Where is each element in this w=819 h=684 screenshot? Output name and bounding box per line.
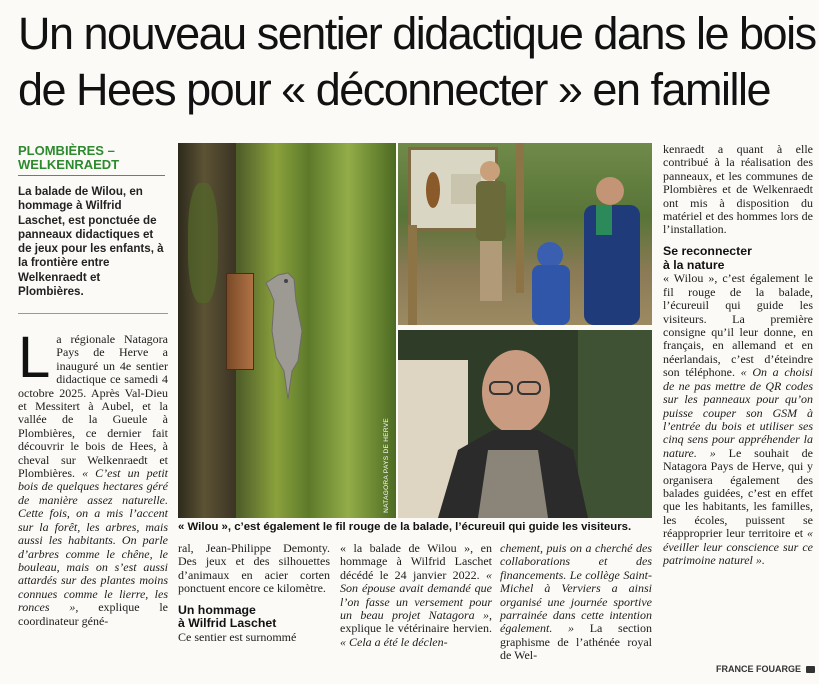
col3-text: « la balade de Wilou », en hommage à Wilfrid Laschet décédé le 24 janvier 2022. (340, 541, 492, 582)
man-figure (568, 171, 652, 325)
lead-divider (18, 313, 168, 314)
col1-quote: « C’est un petit bois de quelques hectares géré de manière assez naturelle. Cette fois, on a mis l’accent sur la forêt, les arbres, mais aussi les habitants. On parle d’arbres comme le chêne, le bouleau, mais on s’est aussi attardés sur des plantes moins connues comme le lierre, les ronces », (18, 466, 168, 615)
camera-icon (806, 666, 815, 673)
drop-cap: L (18, 325, 51, 390)
subhead-reconnecter-2: à la nature (663, 257, 725, 272)
col5-text: kenraedt a quant à elle contribué à la réalisation des panneaux, et les communes de Plombières et de Welkenraedt ont mis à disposition du matériel et des hommes lors de l’installation. (663, 142, 813, 237)
col1-end: explique le coordinateur géné- (18, 600, 169, 628)
moss (188, 183, 218, 303)
col4-quote: chement, puis on a cherché des collaborations et des financements. (500, 541, 652, 582)
col4-text2: La section graphisme de l’athénée royal de Wel- (500, 621, 653, 663)
col3-text2: explique le vétérinaire hervien. (340, 621, 492, 636)
location-line-1: PLOMBIÈRES – (18, 143, 115, 158)
headline-line-1: Un nouveau sentier didactique dans le bois (18, 8, 816, 59)
column-5 (663, 143, 813, 567)
photo-family-panel (398, 143, 652, 325)
col5-text3: Le souhait de Natagora Pays de Herve, qui y organisera également des balades guidées, c’est en effet que les habitants, les familles, les écoles, puissent se réapproprier leur territoire et (663, 445, 813, 541)
signpost (516, 143, 524, 293)
location-kicker (18, 144, 148, 172)
col2-text2: Ce sentier est surnommé (178, 630, 297, 645)
headline-line-2: de Hees pour « déconnecter » en famille (18, 64, 771, 115)
column-1 (18, 325, 169, 628)
col5-quote2: « éveiller leur conscience sur ce patrimoine naturel ». (663, 526, 814, 567)
column-3 (340, 542, 492, 649)
photo-birdhouse-tree (178, 143, 396, 518)
subhead-reconnecter-1: Se reconnecter (663, 243, 752, 258)
column-2 (178, 542, 330, 645)
speaker-illustration (398, 330, 652, 518)
col5-quote: « On a choisi de ne pas mettre de QR codes sur les panneaux pour qu’on puisse couper son GSM à l’entrée du bois et utiliser ses cinq sens pour appréhender la nature. » (663, 365, 813, 460)
location-line-2: WELKENRAEDT (18, 157, 120, 172)
article-lead: La balade de Wilou, en hommage à Wilfrid Laschet, est ponctuée de panneaux didactiques et de jeux pour les enfants, à la frontière entre Welkenraedt et Plombières. (18, 185, 164, 299)
birdhouse (226, 273, 254, 370)
subhead-hommage-2: à Wilfrid Laschet (178, 616, 277, 631)
col2-text: ral, Jean-Philippe Demonty. Des jeux et des silhouettes d’animaux en acier corten ponctuent encore ce kilomètre. (178, 541, 330, 596)
col3-quote2: « Cela a été le déclen- (340, 634, 448, 649)
photo-caption: « Wilou », c’est également le fil rouge de la balade, l’écureuil qui guide les visiteurs. (178, 521, 632, 533)
adult-person-figure (468, 157, 512, 307)
author-credit (716, 664, 815, 674)
kicker-divider (18, 175, 165, 176)
woodpecker-silhouette-icon (258, 261, 310, 401)
col4-text: Le collège Saint-Michel à Verviers a ainsi organisé une journée sportive parrainée dans cette intention également. » (500, 567, 652, 636)
col3-quote: « Son épouse avait demandé que l’on fasse un versement pour un beau projet Natagora », (340, 567, 492, 623)
subhead-hommage-1: Un hommage (178, 602, 256, 617)
article-headline (18, 6, 818, 118)
photo-speaker-portrait (398, 330, 652, 518)
col1-intro: a régionale Natagora Pays de Herve a inauguré un 4e sentier didactique ce samedi 4 octobre 2025. Après Val-Dieu et Messitert à Aubel, et la vallée de la Gueule à Plombières, ce dernier fait découvrir le bois de Hees, à cheval sur Welkenraedt et Plombières. (18, 332, 168, 481)
author-name: FRANCE FOUARGE (716, 664, 801, 674)
column-4 (500, 542, 652, 663)
col5-text2: « Wilou », c’est également le fil rouge de la balade, l’écureuil qui guide les visiteurs. La première consigne qu’il leur donne, en français, en allemand et en néerlandais, c’est d’éteindre son téléphone. (663, 271, 813, 380)
photo-credit-vertical: NATAGORA PAYS DE HERVE (383, 418, 390, 513)
panel-post (408, 225, 417, 325)
